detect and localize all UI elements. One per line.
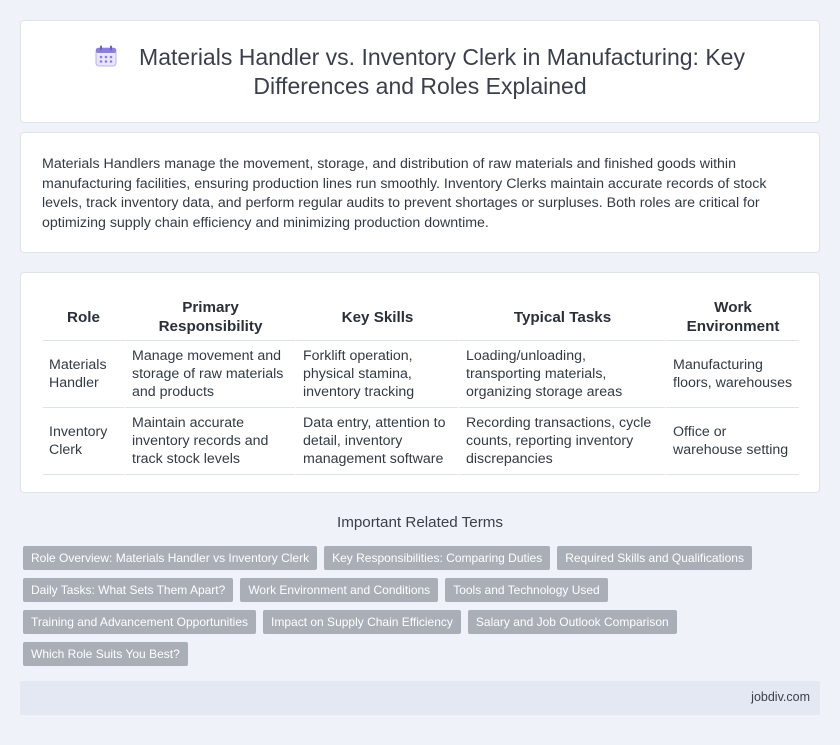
related-terms-heading: Important Related Terms <box>336 514 503 531</box>
header-work-environment: Work Environment <box>665 294 799 341</box>
related-term-tag[interactable]: Key Responsibilities: Comparing Duties <box>324 546 550 570</box>
related-term-tag[interactable]: Impact on Supply Chain Efficiency <box>263 610 461 634</box>
header-primary-responsibility: Primary Responsibility <box>124 294 295 341</box>
related-terms-list <box>23 546 783 666</box>
comparison-table-card <box>20 272 820 493</box>
header-role: Role <box>43 294 124 341</box>
table-cell: Loading/unloading, transporting materials, organizing storage areas <box>458 341 665 408</box>
table-cell: Recording transactions, cycle counts, reporting inventory discrepancies <box>458 408 665 475</box>
related-term-tag[interactable]: Which Role Suits You Best? <box>23 642 188 666</box>
footer-bar <box>20 681 820 715</box>
comparison-table <box>43 294 799 475</box>
related-term-tag[interactable]: Work Environment and Conditions <box>240 578 438 602</box>
table-header-row <box>43 294 799 341</box>
related-term-tag[interactable]: Role Overview: Materials Handler vs Inventory Clerk <box>23 546 317 570</box>
title-card <box>20 20 820 123</box>
table-cell: Data entry, attention to detail, inventory management software <box>295 408 458 475</box>
table-row <box>43 408 799 475</box>
table-cell: Manufacturing floors, warehouses <box>665 341 799 408</box>
related-term-tag[interactable]: Training and Advancement Opportunities <box>23 610 256 634</box>
table-cell: Maintain accurate inventory records and track stock levels <box>124 408 295 475</box>
table-cell: Office or warehouse setting <box>665 408 799 475</box>
table-cell: Forklift operation, physical stamina, inventory tracking <box>295 341 458 408</box>
header-key-skills: Key Skills <box>295 294 458 341</box>
table-cell: Manage movement and storage of raw materials and products <box>124 341 295 408</box>
related-term-tag[interactable]: Tools and Technology Used <box>445 578 608 602</box>
calendar-icon <box>95 45 117 67</box>
table-cell: Materials Handler <box>43 341 124 408</box>
related-term-tag[interactable]: Required Skills and Qualifications <box>557 546 752 570</box>
table-cell: Inventory Clerk <box>43 408 124 475</box>
intro-paragraph: Materials Handlers manage the movement, storage, and distribution of raw materials and finished goods within manufacturing facilities, ensuring production lines run smoothly. Inventory Clerks maintain accurate records of stock levels, track inventory data, and perform regular audits to prevent shortages or surpluses. Both roles are critical for optimizing supply chain efficiency and minimizing production downtime. <box>42 156 767 231</box>
page-title: Materials Handler vs. Inventory Clerk in Manufacturing: Key Differences and Roles Explained <box>139 44 745 99</box>
intro-card <box>20 132 820 253</box>
page-title-wrap <box>21 43 819 101</box>
related-term-tag[interactable]: Salary and Job Outlook Comparison <box>468 610 677 634</box>
table-row <box>43 341 799 408</box>
related-term-tag[interactable]: Daily Tasks: What Sets Them Apart? <box>23 578 233 602</box>
footer-site-link[interactable]: jobdiv.com <box>751 690 810 704</box>
header-typical-tasks: Typical Tasks <box>458 294 665 341</box>
